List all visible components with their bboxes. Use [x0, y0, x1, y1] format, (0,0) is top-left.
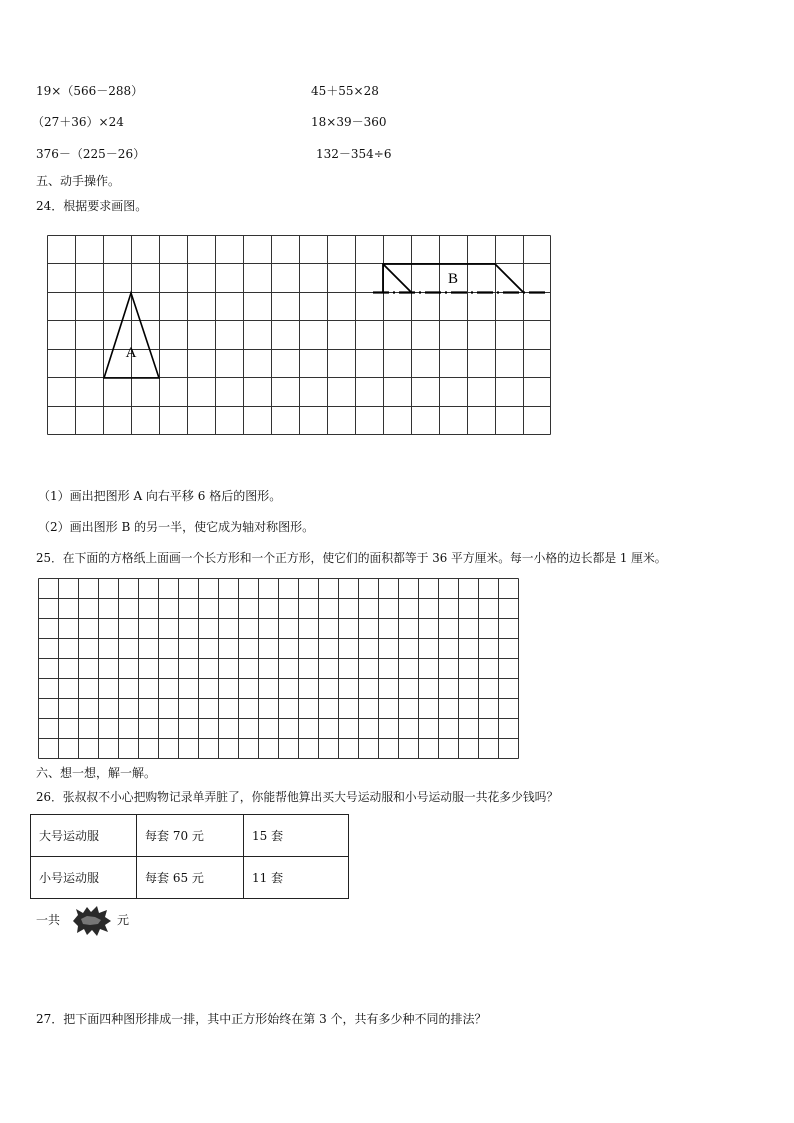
cell-qty: 11 套	[244, 857, 349, 899]
total-suffix: 元	[117, 913, 130, 927]
figure-b-slant	[383, 264, 411, 292]
cell-qty: 15 套	[244, 815, 349, 857]
q24-sub1: （1）画出把图形 A 向右平移 6 格后的图形。	[38, 489, 282, 503]
calc-row1-right: 45＋55×28	[311, 84, 379, 98]
q24-grid-lines	[48, 236, 551, 435]
cell-item: 大号运动服	[31, 815, 137, 857]
q25-grid[interactable]	[38, 578, 522, 761]
label-a: A	[125, 345, 137, 361]
section6-heading: 六、想一想，解一解。	[36, 766, 157, 780]
table-row	[31, 815, 349, 857]
calc-row3-right: 132－354÷6	[316, 147, 392, 161]
cell-item: 小号运动服	[31, 857, 137, 899]
purchase-table	[30, 814, 349, 899]
section5-heading: 五、动手操作。	[36, 174, 121, 188]
q25-title: 25．在下面的方格纸上面画一个长方形和一个正方形，使它们的面积都等于 36 平方厘米。每一小格的边长都是 1 厘米。	[36, 551, 667, 565]
cell-price: 每套 65 元	[137, 857, 244, 899]
calc-row2-left: （27＋36）×24	[32, 115, 124, 129]
q27-title: 27．把下面四种图形排成一排，其中正方形始终在第 3 个，共有多少种不同的排法？	[36, 1012, 487, 1026]
q24-title: 24．根据要求画图。	[36, 199, 148, 213]
q26-title: 26．张叔叔不小心把购物记录单弄脏了，你能帮他算出买大号运动服和小号运动服一共花多少钱吗？	[36, 790, 559, 804]
calc-row1-left: 19×（566－288）	[36, 84, 144, 98]
calc-row3-left: 376－（225－26）	[36, 147, 146, 161]
total-prefix: 一共	[36, 913, 61, 927]
q24-sub2: （2）画出图形 B 的另一半，使它成为轴对称图形。	[38, 520, 315, 534]
calc-row2-right: 18×39－360	[311, 115, 387, 129]
q24-grid[interactable]	[47, 235, 553, 437]
label-b: B	[447, 271, 459, 287]
cell-price: 每套 70 元	[137, 815, 244, 857]
q25-grid-lines	[39, 579, 519, 759]
table-row	[31, 857, 349, 899]
ink-stain-icon	[71, 906, 111, 936]
